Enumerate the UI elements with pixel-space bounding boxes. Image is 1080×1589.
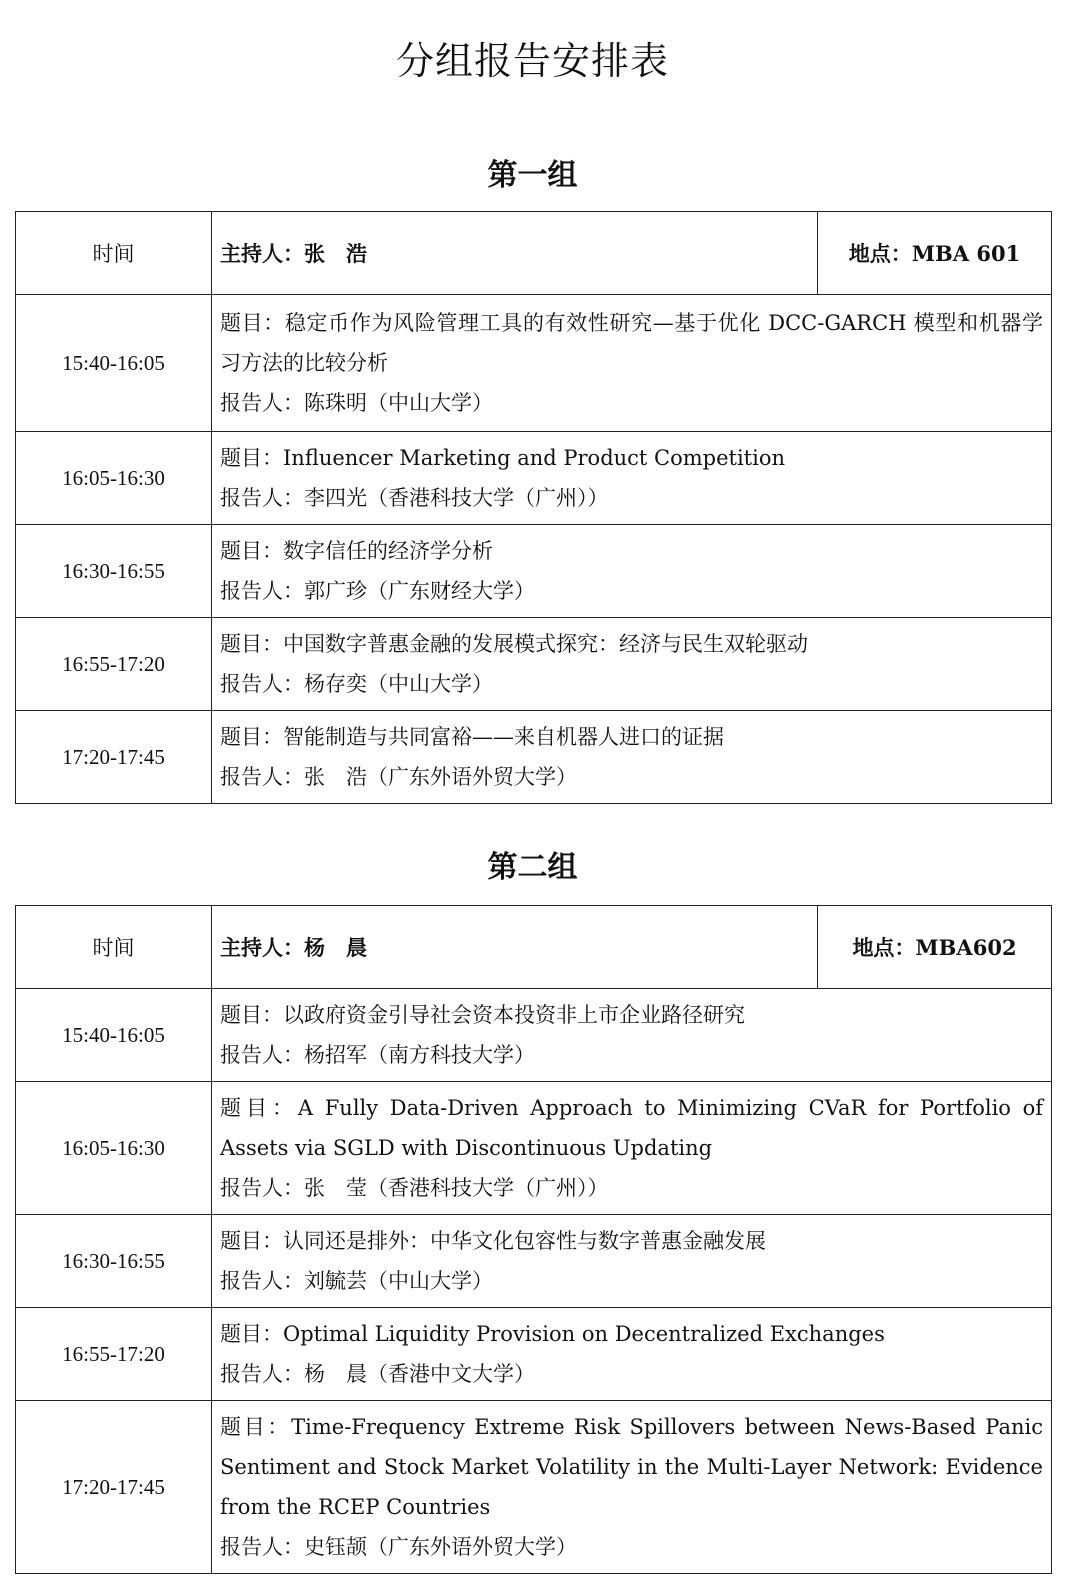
table-row xyxy=(16,295,1052,432)
session-details xyxy=(212,711,1052,804)
session-topic: 题目：Influencer Marketing and Product Competition xyxy=(220,446,786,470)
table-row xyxy=(16,989,1052,1082)
session-details xyxy=(212,295,1052,432)
session-details xyxy=(212,618,1052,711)
session-speaker: 报告人：刘毓芸（中山大学） xyxy=(220,1269,493,1293)
session-details xyxy=(212,432,1052,525)
session-time: 16:55-17:20 xyxy=(16,618,212,711)
session-topic: 题目：Optimal Liquidity Provision on Decentralized Exchanges xyxy=(220,1322,885,1346)
host-label: 主持人：杨 晨 xyxy=(212,906,818,989)
session-speaker: 报告人：郭广珍（广东财经大学） xyxy=(220,579,535,603)
session-details xyxy=(212,1215,1052,1308)
table-row xyxy=(16,1082,1052,1215)
session-details xyxy=(212,1308,1052,1401)
session-time: 15:40-16:05 xyxy=(16,989,212,1082)
session-speaker: 报告人：李四光（香港科技大学（广州）） xyxy=(220,486,609,510)
session-time: 16:05-16:30 xyxy=(16,432,212,525)
session-speaker: 报告人：张 莹（香港科技大学（广州）） xyxy=(220,1176,609,1200)
session-speaker: 报告人：史钰颉（广东外语外贸大学） xyxy=(220,1535,577,1559)
session-time: 15:40-16:05 xyxy=(16,295,212,432)
session-speaker: 报告人：杨 晨（香港中文大学） xyxy=(220,1362,535,1386)
session-speaker: 报告人：杨存奕（中山大学） xyxy=(220,672,493,696)
session-speaker: 报告人：陈珠明（中山大学） xyxy=(220,391,493,415)
session-time: 17:20-17:45 xyxy=(16,711,212,804)
session-time: 16:30-16:55 xyxy=(16,525,212,618)
table-row xyxy=(16,618,1052,711)
table-row xyxy=(16,711,1052,804)
session-topic: 题目：智能制造与共同富裕——来自机器人进口的证据 xyxy=(220,725,724,749)
session-time: 16:55-17:20 xyxy=(16,1308,212,1401)
schedule-table-group-2 xyxy=(15,905,1052,1574)
time-column-header: 时间 xyxy=(16,212,212,295)
session-details xyxy=(212,525,1052,618)
table-row xyxy=(16,1401,1052,1574)
table-header-row xyxy=(16,212,1052,295)
session-topic: 题目：以政府资金引导社会资本投资非上市企业路径研究 xyxy=(220,1003,745,1027)
location-label: 地点：MBA 601 xyxy=(818,212,1052,295)
session-time: 17:20-17:45 xyxy=(16,1401,212,1574)
session-topic: 题目：数字信任的经济学分析 xyxy=(220,539,493,563)
location-label: 地点：MBA602 xyxy=(818,906,1052,989)
session-time: 16:30-16:55 xyxy=(16,1215,212,1308)
session-details xyxy=(212,1401,1052,1574)
session-time: 16:05-16:30 xyxy=(16,1082,212,1215)
time-column-header: 时间 xyxy=(16,906,212,989)
session-topic: 题目：稳定币作为风险管理工具的有效性研究—基于优化 DCC-GARCH 模型和机器学习方法的比较分析 xyxy=(220,311,1043,375)
session-topic: 题目：认同还是排外：中华文化包容性与数字普惠金融发展 xyxy=(220,1229,766,1253)
table-row xyxy=(16,1215,1052,1308)
session-topic: 题目：中国数字普惠金融的发展模式探究：经济与民生双轮驱动 xyxy=(220,632,808,656)
table-row xyxy=(16,525,1052,618)
host-label: 主持人：张 浩 xyxy=(212,212,818,295)
table-row xyxy=(16,432,1052,525)
schedule-table-group-1 xyxy=(15,211,1052,804)
group-title: 第一组 xyxy=(487,158,578,193)
table-header-row xyxy=(16,906,1052,989)
session-topic: 题目：Time-Frequency Extreme Risk Spillovers between News-Based Panic Sentiment and Stock Market Volatility in the Multi-Layer Network: Evidence from the RCEP Countries xyxy=(220,1415,1043,1519)
table-row xyxy=(16,1308,1052,1401)
session-topic: 题目：A Fully Data-Driven Approach to Minimizing CVaR for Portfolio of Assets via SGLD with Discontinuous Updating xyxy=(220,1096,1043,1160)
session-speaker: 报告人：张 浩（广东外语外贸大学） xyxy=(220,765,577,789)
session-details xyxy=(212,1082,1052,1215)
session-details xyxy=(212,989,1052,1082)
page-title: 分组报告安排表 xyxy=(395,39,669,83)
session-speaker: 报告人：杨招军（南方科技大学） xyxy=(220,1043,535,1067)
group-title: 第二组 xyxy=(487,850,578,885)
